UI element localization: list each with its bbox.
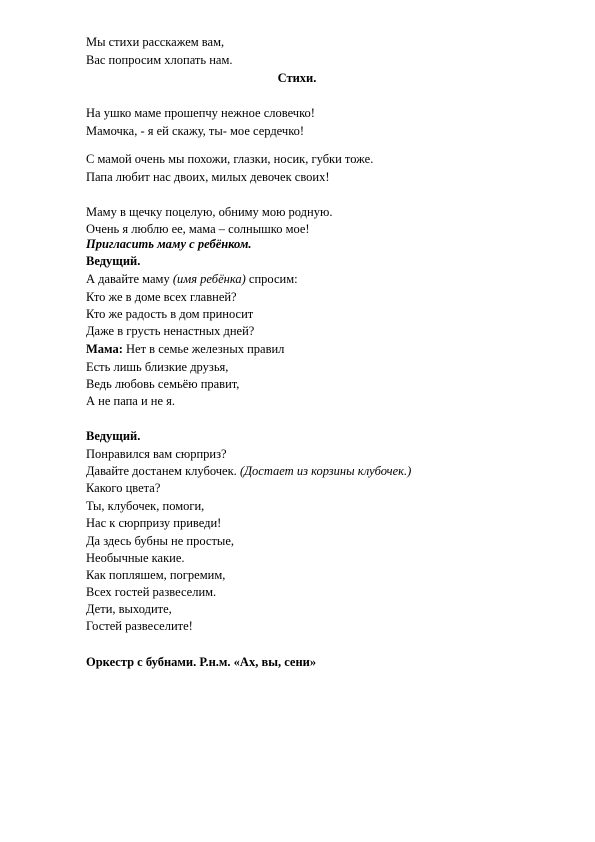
invite-instruction: Пригласить маму с ребёнком. <box>86 237 252 251</box>
mom-line-1: Мама: Нет в семье железных правил <box>86 342 285 356</box>
host2-line-2: Давайте достанем клубочек. (Достает из корзины клубочек.) <box>86 464 412 478</box>
mom-line-2: Есть лишь близкие друзья, <box>86 360 229 374</box>
host1-line-2: Кто же в доме всех главней? <box>86 290 237 304</box>
poem3-line-2: Очень я люблю ее, мама – солнышко мое! <box>86 222 310 236</box>
host2-line-9: Всех гостей развеселим. <box>86 585 217 599</box>
intro-line-1: Мы стихи расскажем вам, <box>86 35 225 49</box>
host1-speaker: Ведущий. <box>86 254 141 268</box>
host2-line-8: Как попляшем, погремим, <box>86 568 226 582</box>
host2-line-10: Дети, выходите, <box>86 602 172 616</box>
host1-line-4: Даже в грусть ненастных дней? <box>86 324 255 338</box>
mom-line-3: Ведь любовь семьёю правит, <box>86 377 240 391</box>
poem1-line-1: На ушко маме прошепчу нежное словечко! <box>86 106 315 120</box>
poem1-line-2: Мамочка, - я ей скажу, ты- мое сердечко! <box>86 124 305 138</box>
host2-line-5: Нас к сюрпризу приведи! <box>86 516 222 530</box>
intro-line-2: Вас попросим хлопать нам. <box>86 53 233 67</box>
host1-line-1-note: (имя ребёнка) <box>172 272 246 286</box>
host2-line-3: Какого цвета? <box>86 481 161 495</box>
poem2-line-2: Папа любит нас двоих, милых девочек своих! <box>86 170 330 184</box>
poems-heading: Стихи. <box>277 71 317 85</box>
host2-line-7: Необычные какие. <box>86 551 185 565</box>
poem3-line-1: Маму в щечку поцелую, обниму мою родную. <box>86 205 333 219</box>
orchestra-instruction: Оркестр с бубнами. Р.н.м. «Ах, вы, сени» <box>86 655 317 669</box>
host1-line-3: Кто же радость в дом приносит <box>86 307 254 321</box>
poem2-line-1: С мамой очень мы похожи, глазки, носик, губки тоже. <box>86 152 374 166</box>
host1-line-1: А давайте маму (имя ребёнка) спросим: <box>86 272 298 286</box>
host2-line-6: Да здесь бубны не простые, <box>86 534 234 548</box>
host2-line-4: Ты, клубочек, помоги, <box>86 499 205 513</box>
mom-speaker: Мама: <box>86 342 123 356</box>
host2-line-2-note: (Достает из корзины клубочек.) <box>239 464 412 478</box>
host2-speaker: Ведущий. <box>86 429 141 443</box>
host2-line-11: Гостей развеселите! <box>86 619 193 633</box>
host2-line-1: Понравился вам сюрприз? <box>86 447 227 461</box>
mom-line-4: А не папа и не я. <box>86 394 176 408</box>
